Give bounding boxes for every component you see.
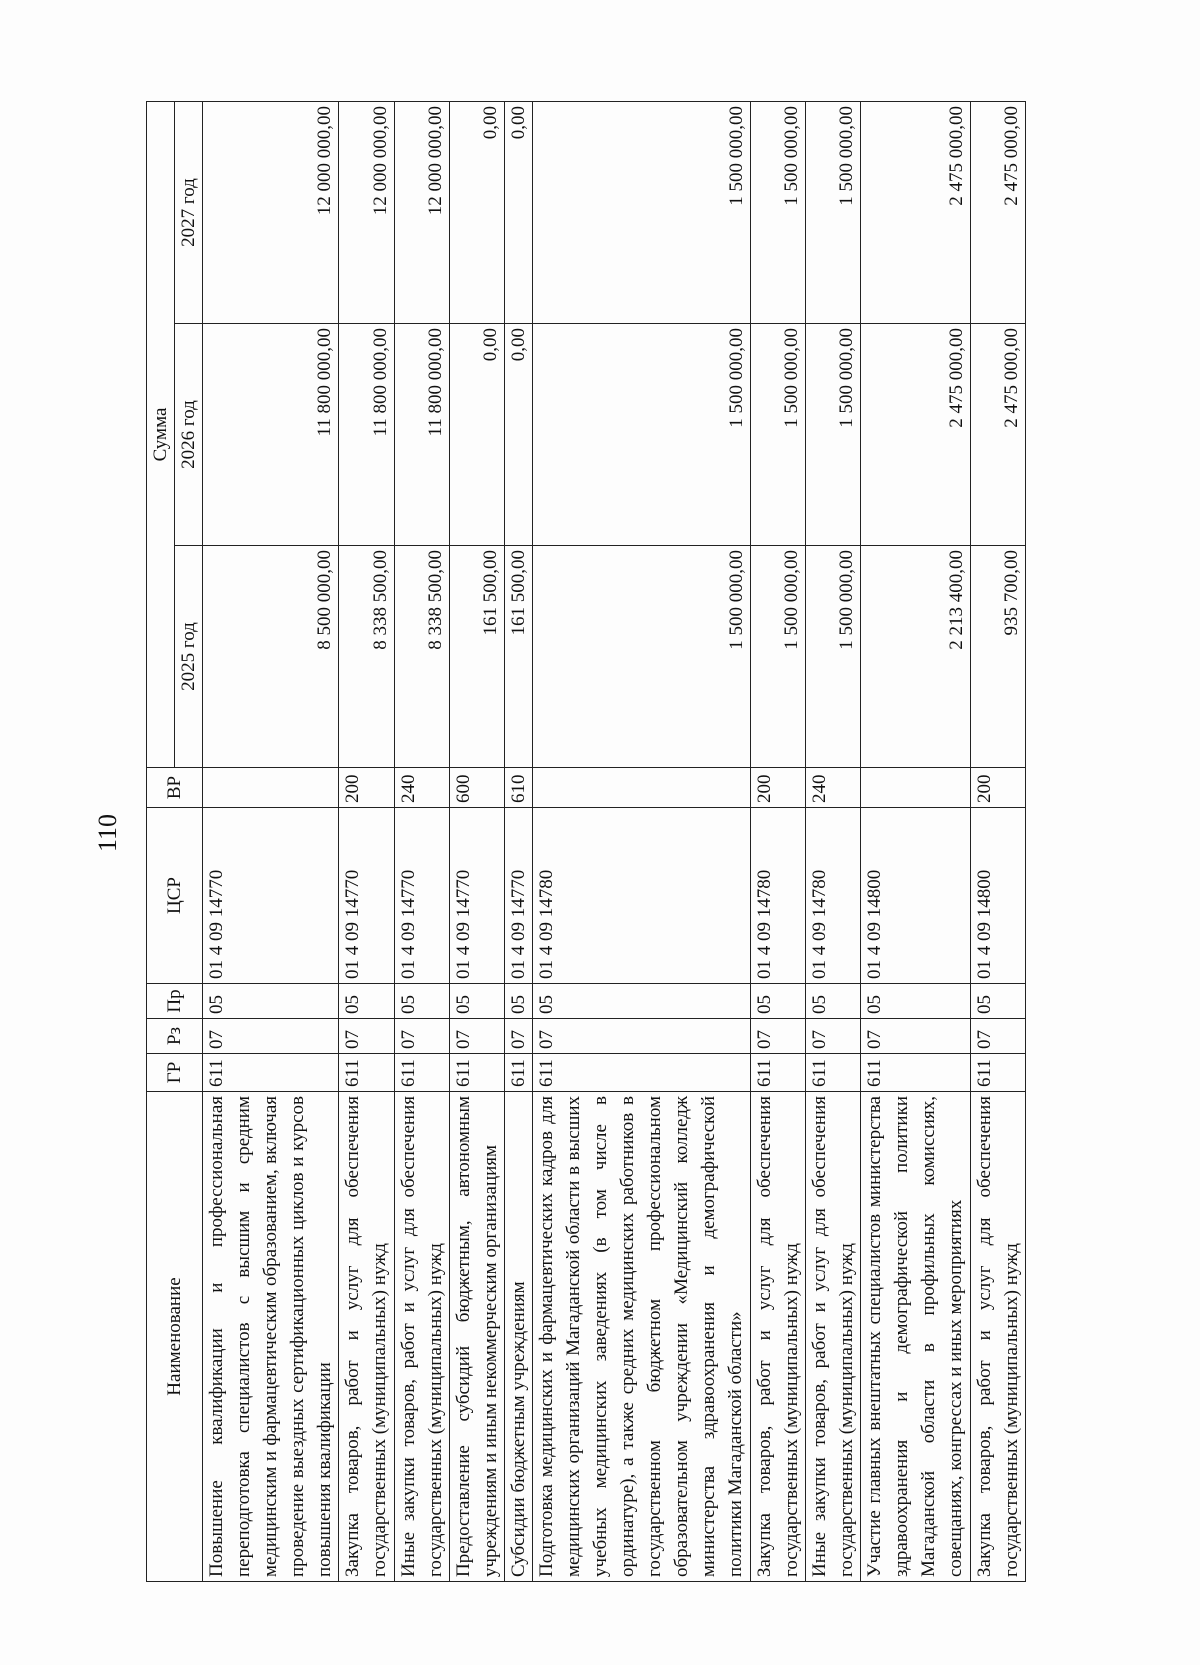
row-rz: 07 bbox=[339, 1019, 394, 1054]
row-csr: 01 4 09 14770 bbox=[449, 808, 504, 984]
row-name: Участие главных внештатных специалистов министерства здравоохранения и демографической политики Магаданской области в профильных комиссиях, совещаниях, конгрессах и иных мероприятиях bbox=[861, 1092, 970, 1582]
row-gr: 611 bbox=[339, 1054, 394, 1092]
row-name: Иные закупки товаров, работ и услуг для обеспечения государственных (муниципальных) нужд bbox=[394, 1092, 449, 1582]
row-rz: 07 bbox=[806, 1019, 861, 1054]
header-vr: ВР bbox=[147, 768, 203, 808]
row-amount-2025: 161 500,00 bbox=[449, 546, 504, 768]
row-vr: 200 bbox=[339, 768, 394, 808]
row-rz: 07 bbox=[505, 1019, 533, 1054]
row-amount-2025: 8 338 500,00 bbox=[339, 546, 394, 768]
header-year-2026: 2026 год bbox=[175, 324, 203, 546]
page-number: 110 bbox=[93, 813, 122, 853]
row-csr: 01 4 09 14780 bbox=[533, 808, 751, 984]
row-name: Повышение квалификации и профессиональная переподготовка специалистов с высшим и средним медицинским и фармацевтическим образованием, включая проведение выездных сертификационных циклов и курсов повышения квалификации bbox=[203, 1092, 339, 1582]
row-amount-2026: 0,00 bbox=[505, 324, 533, 546]
row-vr bbox=[203, 768, 339, 808]
row-gr: 611 bbox=[861, 1054, 970, 1092]
row-pr: 05 bbox=[203, 984, 339, 1019]
row-vr: 200 bbox=[750, 768, 805, 808]
row-rz: 07 bbox=[533, 1019, 751, 1054]
row-amount-2026: 2 475 000,00 bbox=[861, 324, 970, 546]
row-amount-2026: 11 800 000,00 bbox=[394, 324, 449, 546]
row-amount-2027: 2 475 000,00 bbox=[970, 102, 1025, 324]
table-row bbox=[394, 102, 449, 1582]
row-amount-2026: 2 475 000,00 bbox=[970, 324, 1025, 546]
row-amount-2027: 12 000 000,00 bbox=[394, 102, 449, 324]
row-vr: 610 bbox=[505, 768, 533, 808]
row-name: Закупка товаров, работ и услуг для обеспечения государственных (муниципальных) нужд bbox=[339, 1092, 394, 1582]
row-gr: 611 bbox=[505, 1054, 533, 1092]
row-gr: 611 bbox=[449, 1054, 504, 1092]
row-amount-2025: 2 213 400,00 bbox=[861, 546, 970, 768]
row-amount-2025: 8 338 500,00 bbox=[394, 546, 449, 768]
table-row bbox=[203, 102, 339, 1582]
table-row bbox=[970, 102, 1025, 1582]
row-csr: 01 4 09 14770 bbox=[394, 808, 449, 984]
row-pr: 05 bbox=[505, 984, 533, 1019]
row-vr: 240 bbox=[806, 768, 861, 808]
row-pr: 05 bbox=[806, 984, 861, 1019]
row-amount-2027: 12 000 000,00 bbox=[339, 102, 394, 324]
header-gr: ГР bbox=[147, 1054, 203, 1092]
row-amount-2027: 1 500 000,00 bbox=[533, 102, 751, 324]
row-name: Подготовка медицинских и фармацевтических кадров для медицинских организаций Магаданской области в высших учебных медицинских заведениях (в том числе в ординатуре), а также средних медицинских работников в государственном бюджетном профессиональном образовательном учреждении «Медицинский колледж министерства здравоохранения и демографической политики Магаданской области» bbox=[533, 1092, 751, 1582]
row-amount-2027: 1 500 000,00 bbox=[750, 102, 805, 324]
row-amount-2026: 1 500 000,00 bbox=[806, 324, 861, 546]
header-year-2027: 2027 год bbox=[175, 102, 203, 324]
table-row bbox=[505, 102, 533, 1582]
row-gr: 611 bbox=[203, 1054, 339, 1092]
table-row bbox=[750, 102, 805, 1582]
row-pr: 05 bbox=[533, 984, 751, 1019]
row-rz: 07 bbox=[394, 1019, 449, 1054]
row-amount-2025: 1 500 000,00 bbox=[533, 546, 751, 768]
row-vr: 240 bbox=[394, 768, 449, 808]
header-name: Наименование bbox=[147, 1092, 203, 1582]
row-rz: 07 bbox=[861, 1019, 970, 1054]
row-csr: 01 4 09 14780 bbox=[750, 808, 805, 984]
row-vr bbox=[533, 768, 751, 808]
row-pr: 05 bbox=[750, 984, 805, 1019]
row-gr: 611 bbox=[970, 1054, 1025, 1092]
row-amount-2027: 2 475 000,00 bbox=[861, 102, 970, 324]
table-body bbox=[203, 102, 1026, 1582]
row-amount-2025: 935 700,00 bbox=[970, 546, 1025, 768]
row-pr: 05 bbox=[861, 984, 970, 1019]
row-pr: 05 bbox=[449, 984, 504, 1019]
row-rz: 07 bbox=[203, 1019, 339, 1054]
table-row bbox=[806, 102, 861, 1582]
row-amount-2026: 1 500 000,00 bbox=[750, 324, 805, 546]
row-name: Закупка товаров, работ и услуг для обеспечения государственных (муниципальных) нужд bbox=[970, 1092, 1025, 1582]
header-year-2025: 2025 год bbox=[175, 546, 203, 768]
row-gr: 611 bbox=[533, 1054, 751, 1092]
row-name: Предоставление субсидий бюджетным, автономным учреждениям и иным некоммерческим организациям bbox=[449, 1092, 504, 1582]
row-csr: 01 4 09 14800 bbox=[970, 808, 1025, 984]
row-csr: 01 4 09 14770 bbox=[339, 808, 394, 984]
table-row bbox=[449, 102, 504, 1582]
row-csr: 01 4 09 14770 bbox=[203, 808, 339, 984]
row-gr: 611 bbox=[750, 1054, 805, 1092]
row-amount-2025: 1 500 000,00 bbox=[806, 546, 861, 768]
table-row bbox=[533, 102, 751, 1582]
table-row bbox=[861, 102, 970, 1582]
row-amount-2027: 0,00 bbox=[449, 102, 504, 324]
row-csr: 01 4 09 14770 bbox=[505, 808, 533, 984]
header-sum: Сумма bbox=[147, 102, 175, 768]
row-vr: 200 bbox=[970, 768, 1025, 808]
row-rz: 07 bbox=[750, 1019, 805, 1054]
row-pr: 05 bbox=[970, 984, 1025, 1019]
budget-table-container bbox=[146, 102, 1026, 1582]
row-rz: 07 bbox=[449, 1019, 504, 1054]
row-amount-2026: 11 800 000,00 bbox=[339, 324, 394, 546]
row-name: Иные закупки товаров, работ и услуг для обеспечения государственных (муниципальных) нужд bbox=[806, 1092, 861, 1582]
row-vr: 600 bbox=[449, 768, 504, 808]
row-name: Субсидии бюджетным учреждениям bbox=[505, 1092, 533, 1582]
row-amount-2025: 8 500 000,00 bbox=[203, 546, 339, 768]
header-pr: Пр bbox=[147, 984, 203, 1019]
row-amount-2026: 1 500 000,00 bbox=[533, 324, 751, 546]
budget-table bbox=[146, 101, 1026, 1582]
row-amount-2027: 1 500 000,00 bbox=[806, 102, 861, 324]
header-csr: ЦСР bbox=[147, 808, 203, 984]
row-amount-2025: 1 500 000,00 bbox=[750, 546, 805, 768]
row-rz: 07 bbox=[970, 1019, 1025, 1054]
table-row bbox=[339, 102, 394, 1582]
row-vr bbox=[861, 768, 970, 808]
table-header-row bbox=[147, 102, 175, 1582]
row-amount-2026: 11 800 000,00 bbox=[203, 324, 339, 546]
row-amount-2026: 0,00 bbox=[449, 324, 504, 546]
row-gr: 611 bbox=[394, 1054, 449, 1092]
header-rz: Рз bbox=[147, 1019, 203, 1054]
row-amount-2027: 0,00 bbox=[505, 102, 533, 324]
row-csr: 01 4 09 14780 bbox=[806, 808, 861, 984]
row-pr: 05 bbox=[394, 984, 449, 1019]
row-amount-2027: 12 000 000,00 bbox=[203, 102, 339, 324]
row-csr: 01 4 09 14800 bbox=[861, 808, 970, 984]
row-name: Закупка товаров, работ и услуг для обеспечения государственных (муниципальных) нужд bbox=[750, 1092, 805, 1582]
row-amount-2025: 161 500,00 bbox=[505, 546, 533, 768]
row-gr: 611 bbox=[806, 1054, 861, 1092]
row-pr: 05 bbox=[339, 984, 394, 1019]
